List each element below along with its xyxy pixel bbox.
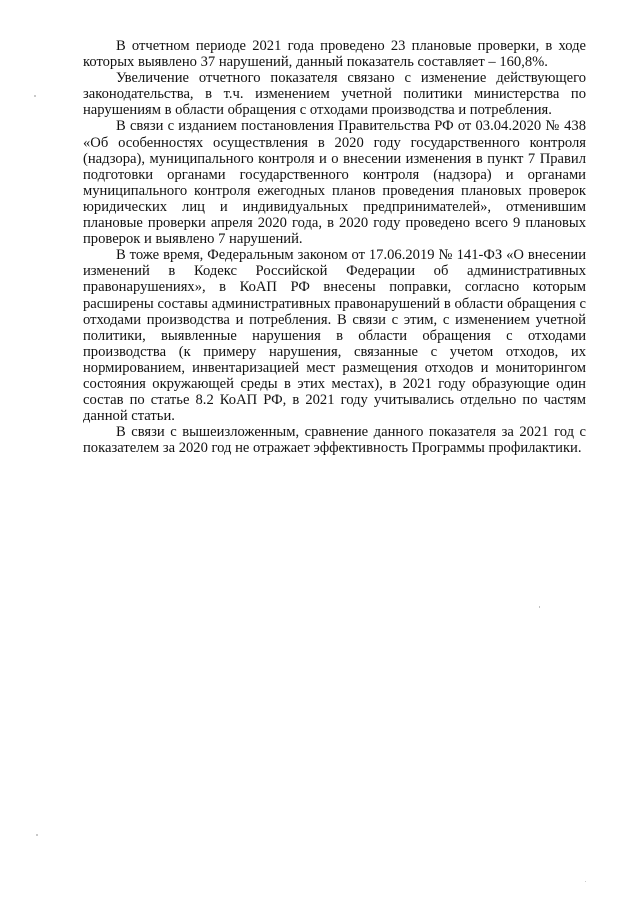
paragraph-federal-law: В тоже время, Федеральным законом от 17.06.2019 № 141-ФЗ «О внесении изменений в Кодекс Российской Федерации об административных правонарушениях», в КоАП РФ внесены поправки, согласно которым расширены составы административных правонарушений в области обращения с отходами производства и потребления. В связи с этим, с изменением учетной политики, выявленные нарушения в области обращения с отходами производства (к примеру нарушения, связанные с учетом отходов, их нормированием, инвентаризацией мест размещения отходов и мониторингом состояния окружающей среды в этих местах), в 2021 году образующие один состав по статье 8.2 КоАП РФ, в 2021 году учитывались отдельно по частям данной статьи. [83, 247, 586, 425]
scan-speck [34, 95, 36, 97]
paragraph-indicator-increase: Увеличение отчетного показателя связано с изменение действующего законодательства, в т.ч. изменением учетной политики министерства по нарушениям в области обращения с отходами производства и потребления. [83, 70, 586, 119]
paragraph-conclusion: В связи с вышеизложенным, сравнение данного показателя за 2021 год с показателем за 2020 год не отражает эффективность Программы профилактики. [83, 424, 586, 457]
document-body [83, 38, 586, 456]
scan-speck [539, 606, 540, 608]
scan-speck [585, 881, 586, 882]
scan-speck [36, 834, 38, 836]
paragraph-government-decree: В связи с изданием постановления Правительства РФ от 03.04.2020 № 438 «Об особенностях осуществления в 2020 году государственного контроля (надзора), муниципального контроля и о внесении изменения в пункт 7 Правил подготовки органами государственного контроля (надзора) и органами муниципального контроля ежегодных планов проведения плановых проверок юридических лиц и индивидуальных предпринимателей», отменившим плановые проверки апреля 2020 года, в 2020 году проведено всего 9 плановых проверок и выявлено 7 нарушений. [83, 118, 586, 248]
paragraph-inspections-2021: В отчетном периоде 2021 года проведено 23 плановые проверки, в ходе которых выявлено 37 нарушений, данный показатель составляет – 160,8%. [83, 38, 586, 71]
